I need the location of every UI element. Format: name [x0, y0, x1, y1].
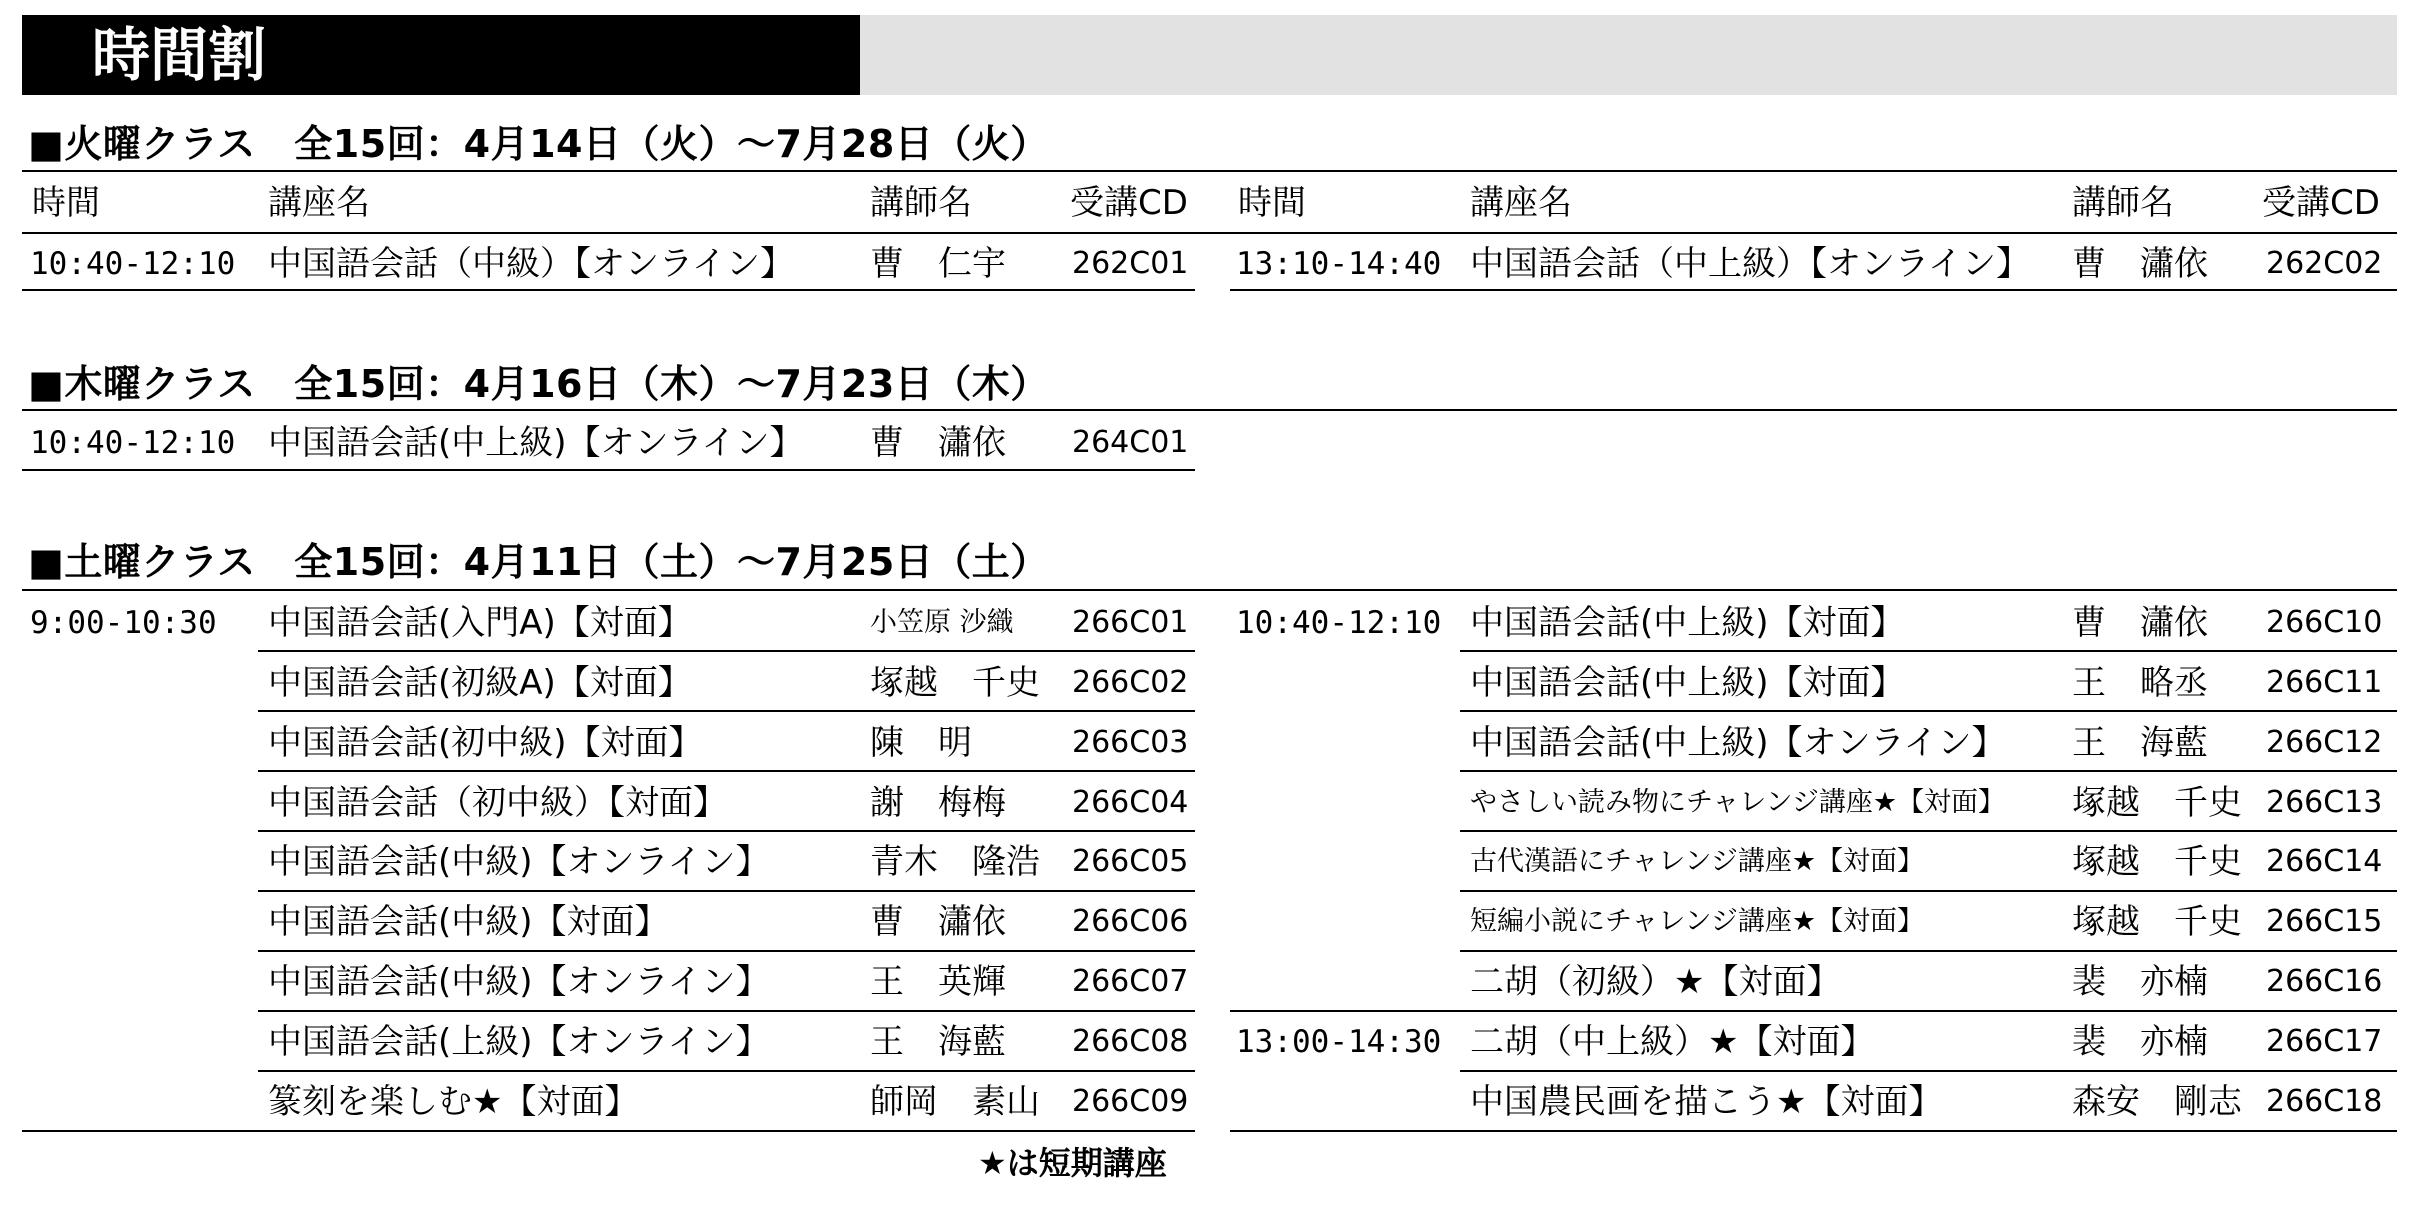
course-name: 短編小説にチャレンジ講座★【対面】 [1470, 906, 1925, 937]
header-time: 時間 [32, 183, 100, 223]
row-divider [258, 710, 1195, 712]
teacher-name: 塚越 千史 [2072, 902, 2242, 942]
header-time: 時間 [1238, 183, 1306, 223]
course-name: 中国語会話（中上級）【オンライン】 [1470, 244, 2030, 284]
course-name: 篆刻を楽しむ★【対面】 [268, 1082, 639, 1122]
course-code: 266C01 [1072, 605, 1189, 640]
teacher-name: 王 海藍 [2072, 723, 2208, 763]
row-divider [1230, 289, 2397, 291]
course-code: 266C05 [1072, 844, 1189, 879]
title-banner-extension [860, 15, 2397, 95]
class-time: 10:40-12:10 [30, 425, 236, 461]
section-title-tuesday: ■火曜クラス 全15回：4月14日（火）～7月28日（火） [28, 122, 1049, 166]
teacher-name: 王 海藍 [870, 1022, 1006, 1062]
teacher-name: 王 略丞 [2072, 663, 2208, 703]
row-divider [258, 650, 1195, 652]
class-time: 10:40-12:10 [30, 246, 236, 282]
course-name: 中国語会話(中上級)【オンライン】 [268, 423, 804, 463]
course-code: 266C17 [2266, 1024, 2383, 1059]
course-code: 266C10 [2266, 605, 2383, 640]
course-name: 中国語会話(上級)【オンライン】 [268, 1022, 770, 1062]
teacher-name: 曹 瀟依 [870, 423, 1006, 463]
course-code: 264C01 [1072, 425, 1189, 460]
section-rule [22, 589, 2397, 591]
teacher-name: 塚越 千史 [2072, 783, 2242, 823]
class-time: 9:00-10:30 [30, 605, 217, 641]
course-code: 266C15 [2266, 904, 2383, 939]
teacher-name: 曹 瀟依 [2072, 603, 2208, 643]
teacher-name: 謝 梅梅 [870, 783, 1006, 823]
course-name: 古代漢語にチャレンジ講座★【対面】 [1470, 846, 1925, 877]
header-course: 講座名 [268, 183, 370, 223]
teacher-name: 裴 亦楠 [2072, 962, 2208, 1002]
teacher-name: 陳 明 [870, 723, 972, 763]
row-divider [258, 770, 1195, 772]
header-course: 講座名 [1470, 183, 1572, 223]
course-name: 中国語会話(中級)【対面】 [268, 902, 669, 942]
course-code: 266C16 [2266, 964, 2383, 999]
course-name: 中国語会話(初中級)【対面】 [268, 723, 703, 763]
class-time: 13:00-14:30 [1236, 1024, 1442, 1060]
table-bottom-rule [1230, 1130, 2397, 1132]
course-name: 中国語会話（初中級）【対面】 [268, 783, 727, 823]
course-name: 中国語会話(中級)【オンライン】 [268, 962, 770, 1002]
course-name: 中国農民画を描こう★【対面】 [1470, 1082, 1943, 1122]
row-divider [22, 469, 1195, 471]
header-teacher: 講師名 [2072, 183, 2174, 223]
course-code: 266C04 [1072, 785, 1189, 820]
table-bottom-rule [22, 1130, 1195, 1132]
teacher-name: 青木 隆浩 [870, 842, 1040, 882]
teacher-name: 王 英輝 [870, 962, 1006, 1002]
course-code: 266C02 [1072, 665, 1189, 700]
course-name: 中国語会話（中級）【オンライン】 [268, 244, 794, 284]
course-code: 262C02 [2266, 246, 2383, 281]
teacher-name: 師岡 素山 [870, 1082, 1040, 1122]
section-title-thursday: ■木曜クラス 全15回：4月16日（木）～7月23日（木） [28, 362, 1049, 406]
short-course-note: ★は短期講座 [978, 1144, 1167, 1182]
course-name: 中国語会話(中級)【オンライン】 [268, 842, 770, 882]
teacher-name: 森安 剛志 [2072, 1082, 2242, 1122]
row-divider [1460, 770, 2397, 772]
teacher-name: 曹 瀟依 [2072, 244, 2208, 284]
course-name: 中国語会話(入門A)【対面】 [268, 603, 692, 643]
section-rule [22, 170, 2397, 172]
course-name: やさしい読み物にチャレンジ講座★【対面】 [1470, 787, 2006, 818]
page-title: 時間割 [92, 21, 267, 89]
teacher-name: 曹 仁宇 [870, 244, 1006, 284]
header-code: 受講CD [2262, 183, 2380, 223]
course-name: 中国語会話(初級A)【対面】 [268, 663, 692, 703]
course-code: 266C07 [1072, 964, 1189, 999]
course-name: 中国語会話(中上級)【対面】 [1470, 603, 1905, 643]
course-code: 266C13 [2266, 785, 2383, 820]
teacher-name: 曹 瀟依 [870, 902, 1006, 942]
section-rule [22, 409, 2397, 411]
teacher-name: 塚越 千史 [2072, 842, 2242, 882]
section-title-saturday: ■土曜クラス 全15回：4月11日（土）～7月25日（土） [28, 540, 1049, 584]
course-code: 266C18 [2266, 1084, 2383, 1119]
course-code: 266C06 [1072, 904, 1189, 939]
row-divider [1460, 710, 2397, 712]
header-teacher: 講師名 [870, 183, 972, 223]
teacher-name: 裴 亦楠 [2072, 1022, 2208, 1062]
row-divider [22, 289, 1195, 291]
course-name: 二胡（中上級）★【対面】 [1470, 1022, 1875, 1062]
course-code: 266C03 [1072, 725, 1189, 760]
course-code: 266C11 [2266, 665, 2383, 700]
course-code: 262C01 [1072, 246, 1189, 281]
course-code: 266C14 [2266, 844, 2383, 879]
course-name: 中国語会話(中上級)【対面】 [1470, 663, 1905, 703]
course-code: 266C08 [1072, 1024, 1189, 1059]
class-time: 10:40-12:10 [1236, 605, 1442, 641]
teacher-name: 塚越 千史 [870, 663, 1040, 703]
course-code: 266C12 [2266, 725, 2383, 760]
teacher-name: 小笠原 沙織 [870, 607, 1014, 638]
course-name: 二胡（初級）★【対面】 [1470, 962, 1841, 1002]
class-time: 13:10-14:40 [1236, 246, 1442, 282]
course-name: 中国語会話(中上級)【オンライン】 [1470, 723, 2006, 763]
row-divider [1460, 650, 2397, 652]
header-code: 受講CD [1070, 183, 1188, 223]
course-code: 266C09 [1072, 1084, 1189, 1119]
